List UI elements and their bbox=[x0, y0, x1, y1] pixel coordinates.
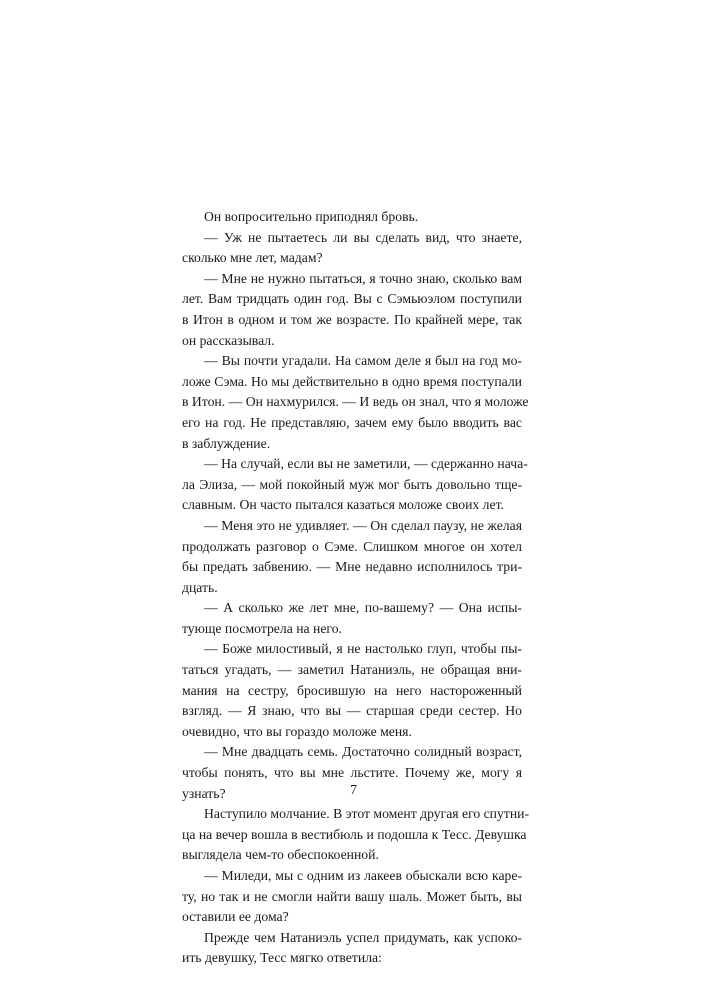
text-line: — На случай, если вы не заметили, — сдержанно нача- bbox=[204, 456, 528, 472]
paragraph bbox=[182, 516, 522, 598]
text-line: дцать. bbox=[182, 579, 218, 595]
paragraph bbox=[182, 804, 530, 866]
text-line: — Вы почти угадали. На самом деле я был на год мо- bbox=[204, 353, 522, 369]
text-line: тующе посмотрела на него. bbox=[182, 620, 342, 636]
text-line: ла Элиза, — мой покойный муж мог быть довольно тще- bbox=[182, 476, 522, 492]
text-line: чтобы понять, что вы мне льстите. Почему же, могу я bbox=[182, 765, 522, 781]
text-line: лет. Вам тридцать один год. Вы с Сэмьюэлом поступили bbox=[182, 291, 522, 307]
text-line: ить девушку, Тесс мягко ответила: bbox=[182, 950, 382, 966]
paragraph bbox=[182, 454, 528, 516]
text-line: мания на сестру, бросившую на него настороженный bbox=[182, 682, 522, 698]
paragraph bbox=[182, 866, 522, 928]
text-line: таться угадать, — заметил Натаниэль, не обращая вни- bbox=[182, 662, 522, 678]
text-line: очевидно, что вы гораздо моложе меня. bbox=[182, 723, 412, 739]
paragraph bbox=[182, 928, 522, 969]
text-line: Прежде чем Натаниэль успел придумать, как успоко- bbox=[204, 929, 522, 945]
paragraph bbox=[182, 228, 522, 269]
text-line: — Мне двадцать семь. Достаточно солидный возраст, bbox=[204, 744, 522, 760]
text-line: продолжать разговор о Сэме. Слишком многое он хотел bbox=[182, 538, 522, 554]
text-line: — Меня это не удивляет. — Он сделал паузу, не желая bbox=[204, 517, 522, 533]
text-line: в Итон в одном и том же возрасте. По крайней мере, так bbox=[182, 311, 522, 327]
text-line: в заблуждение. bbox=[182, 435, 271, 451]
text-line: бы предать забвению. — Мне недавно исполнилось три- bbox=[182, 559, 522, 575]
text-line: выглядела чем-то обеспокоенной. bbox=[182, 847, 379, 863]
text-line: оставили ее дома? bbox=[182, 909, 289, 925]
text-line: — А сколько же лет мне, по-вашему? — Она испы- bbox=[204, 600, 522, 616]
paragraph bbox=[182, 351, 529, 454]
text-line: сколько мне лет, мадам? bbox=[182, 250, 323, 266]
paragraph bbox=[182, 598, 522, 639]
text-line: Он вопросительно приподнял бровь. bbox=[204, 209, 419, 224]
text-line: — Мне не нужно пытаться, я точно знаю, сколько вам bbox=[204, 270, 522, 286]
page-body bbox=[182, 207, 530, 969]
text-line: он рассказывал. bbox=[182, 332, 275, 348]
text-line: ца на вечер вошла в вестибюль и подошла к Тесс. Девушка bbox=[182, 826, 527, 842]
text-line: — Миледи, мы с одним из лакеев обыскали всю каре- bbox=[204, 868, 522, 883]
text-line: взгляд. — Я знаю, что вы — старшая среди сестер. Но bbox=[182, 703, 522, 719]
paragraph bbox=[182, 269, 522, 351]
text-line: ту, но так и не смогли найти вашу шаль. Может быть, вы bbox=[182, 888, 522, 904]
text-line: славным. Он часто пытался казаться моложе своих лет. bbox=[182, 497, 504, 513]
text-line: — Уж не пытаетесь ли вы сделать вид, что знаете, bbox=[204, 229, 522, 245]
text-line: — Боже милостивый, я не настолько глуп, чтобы пы- bbox=[204, 641, 522, 657]
text-line: ложе Сэма. Но мы действительно в одно время поступали bbox=[182, 373, 522, 389]
paragraph bbox=[182, 207, 522, 228]
text-line: его на год. Не представляю, зачем ему было вводить вас bbox=[182, 414, 522, 430]
page-number: 7 bbox=[350, 782, 357, 797]
paragraph bbox=[182, 639, 522, 742]
text-line: узнать? bbox=[182, 785, 226, 801]
text-line: Наступило молчание. В этот момент другая его спутни- bbox=[204, 806, 530, 822]
text-line: в Итон. — Он нахмурился. — И ведь он знал, что я моложе bbox=[182, 394, 529, 410]
